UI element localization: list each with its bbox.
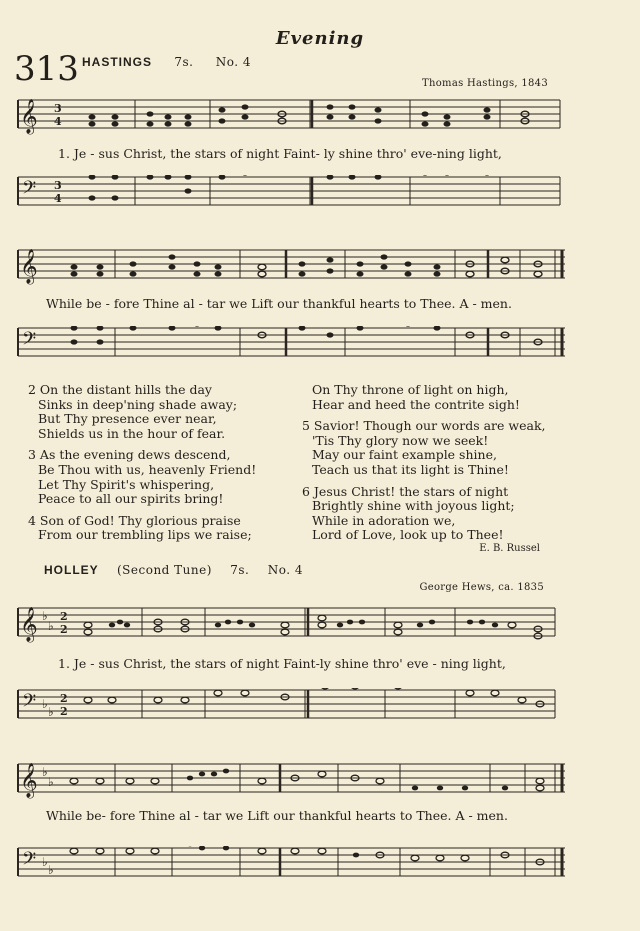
verse-3 — [28, 448, 288, 506]
svg-text:𝄞: 𝄞 — [20, 607, 38, 642]
svg-text:♭: ♭ — [42, 855, 48, 869]
hymn2-tune-name: HOLLEY — [44, 563, 99, 577]
verse-line: 4 Son of God! Thy glorious praise — [28, 512, 241, 528]
verse-line: But Thy presence ever near, — [38, 411, 217, 427]
svg-text:♭: ♭ — [42, 765, 48, 779]
verse-line: 6 Jesus Christ! the stars of night — [302, 483, 509, 499]
verse-line: Lord of Love, look up to Thee! — [312, 527, 504, 543]
hymn2-subtitle: (Second Tune) — [117, 563, 212, 577]
hymn1-tune-no: No. 4 — [215, 55, 252, 69]
hymn2-system1-bass-staff — [0, 688, 640, 728]
verse-line: Teach us that its light is Thine! — [312, 461, 509, 477]
hymn1-meter: 7s. — [174, 55, 194, 69]
svg-text:3: 3 — [54, 102, 62, 115]
hymn2-system2-treble-staff — [0, 762, 640, 802]
hymn2-composer: George Hews, ca. 1835 — [419, 582, 544, 593]
svg-text:𝄞: 𝄞 — [20, 99, 38, 134]
svg-text:♭: ♭ — [48, 863, 54, 877]
verse-line: 5 Savior! Though our words are weak, — [302, 418, 546, 434]
hymn1-system1-bass-staff — [0, 175, 640, 215]
verse-line: From our trembling lips we raise; — [38, 527, 252, 543]
verse-2 — [28, 383, 288, 441]
verses-right-column — [302, 383, 592, 550]
verse-line: Let Thy Spirit's whispering, — [38, 476, 215, 492]
svg-text:𝄢: 𝄢 — [22, 178, 37, 203]
verse-line: Brightly shine with joyous light; — [312, 498, 515, 514]
text-author: E. B. Russel — [479, 543, 540, 554]
verse-line: 3 As the evening dews descend, — [28, 447, 231, 463]
svg-text:♭: ♭ — [42, 697, 48, 711]
verse-line: On Thy throne of light on high, — [312, 382, 509, 397]
verse-line: Be Thou with us, heavenly Friend! — [38, 461, 257, 477]
verse-line: While in adoration we, — [312, 512, 456, 528]
svg-text:𝄢: 𝄢 — [22, 849, 37, 874]
verse-line: Sinks in deep'ning shade away; — [38, 396, 238, 412]
svg-text:2: 2 — [60, 623, 68, 636]
svg-text:𝄢: 𝄢 — [22, 691, 37, 716]
svg-text:4: 4 — [54, 115, 62, 128]
svg-text:2: 2 — [60, 705, 68, 718]
svg-text:3: 3 — [54, 179, 62, 192]
hymn1-lyric-line1: 1. Je - sus Christ, the stars of night Faint- ly shine thro' eve-ning light, — [58, 146, 502, 161]
hymn1-composer: Thomas Hastings, 1843 — [422, 78, 548, 89]
verse-line: Peace to all our spirits bring! — [38, 491, 224, 507]
verse-5 — [302, 419, 592, 477]
verse-4-continued — [302, 383, 592, 412]
hymn2-heading — [44, 563, 303, 577]
svg-text:𝄞: 𝄞 — [20, 763, 38, 798]
hymn2-lyric-line2: While be- fore Thine al - tar we Lift our thankful hearts to Thee. A - men. — [46, 808, 508, 823]
hymn1-system1-treble-staff — [0, 98, 640, 138]
hymn1-tune-name: HASTINGS — [82, 55, 153, 69]
hymn-number: 313 — [14, 49, 79, 89]
svg-text:♭: ♭ — [48, 775, 54, 789]
hymn2-tune-no: No. 4 — [267, 563, 303, 577]
hymn2-meter: 7s. — [230, 563, 250, 577]
page-title: Evening — [275, 28, 365, 49]
svg-text:4: 4 — [54, 192, 62, 205]
svg-text:♭: ♭ — [48, 705, 54, 719]
svg-text:♭: ♭ — [48, 619, 54, 633]
hymn2-lyric-line1: 1. Je - sus Christ, the stars of night Faint-ly shine thro' eve - ning light, — [58, 656, 506, 671]
svg-text:𝄞: 𝄞 — [20, 249, 38, 284]
hymn2-system1-treble-staff — [0, 606, 640, 646]
hymn1-system2-bass-staff — [0, 326, 640, 366]
svg-text:2: 2 — [60, 610, 68, 623]
verse-6 — [302, 485, 592, 543]
verses-left-column — [28, 383, 288, 550]
hymn1-lyric-line2: While be - fore Thine al - tar we Lift our thankful hearts to Thee. A - men. — [46, 296, 512, 311]
svg-text:♭: ♭ — [42, 609, 48, 623]
verse-line: 2 On the distant hills the day — [28, 382, 212, 397]
hymn1-heading — [82, 55, 251, 69]
verse-line: 'Tis Thy glory now we seek! — [312, 432, 489, 448]
svg-text:𝄢: 𝄢 — [22, 329, 37, 354]
svg-text:2: 2 — [60, 692, 68, 705]
hymn1-system2-treble-staff — [0, 248, 640, 288]
verse-4 — [28, 514, 288, 543]
verse-line: Hear and heed the contrite sigh! — [312, 396, 520, 412]
verse-line: Shields us in the hour of fear. — [38, 425, 226, 441]
verse-line: May our faint example shine, — [312, 447, 497, 463]
hymn2-system2-bass-staff — [0, 846, 640, 886]
